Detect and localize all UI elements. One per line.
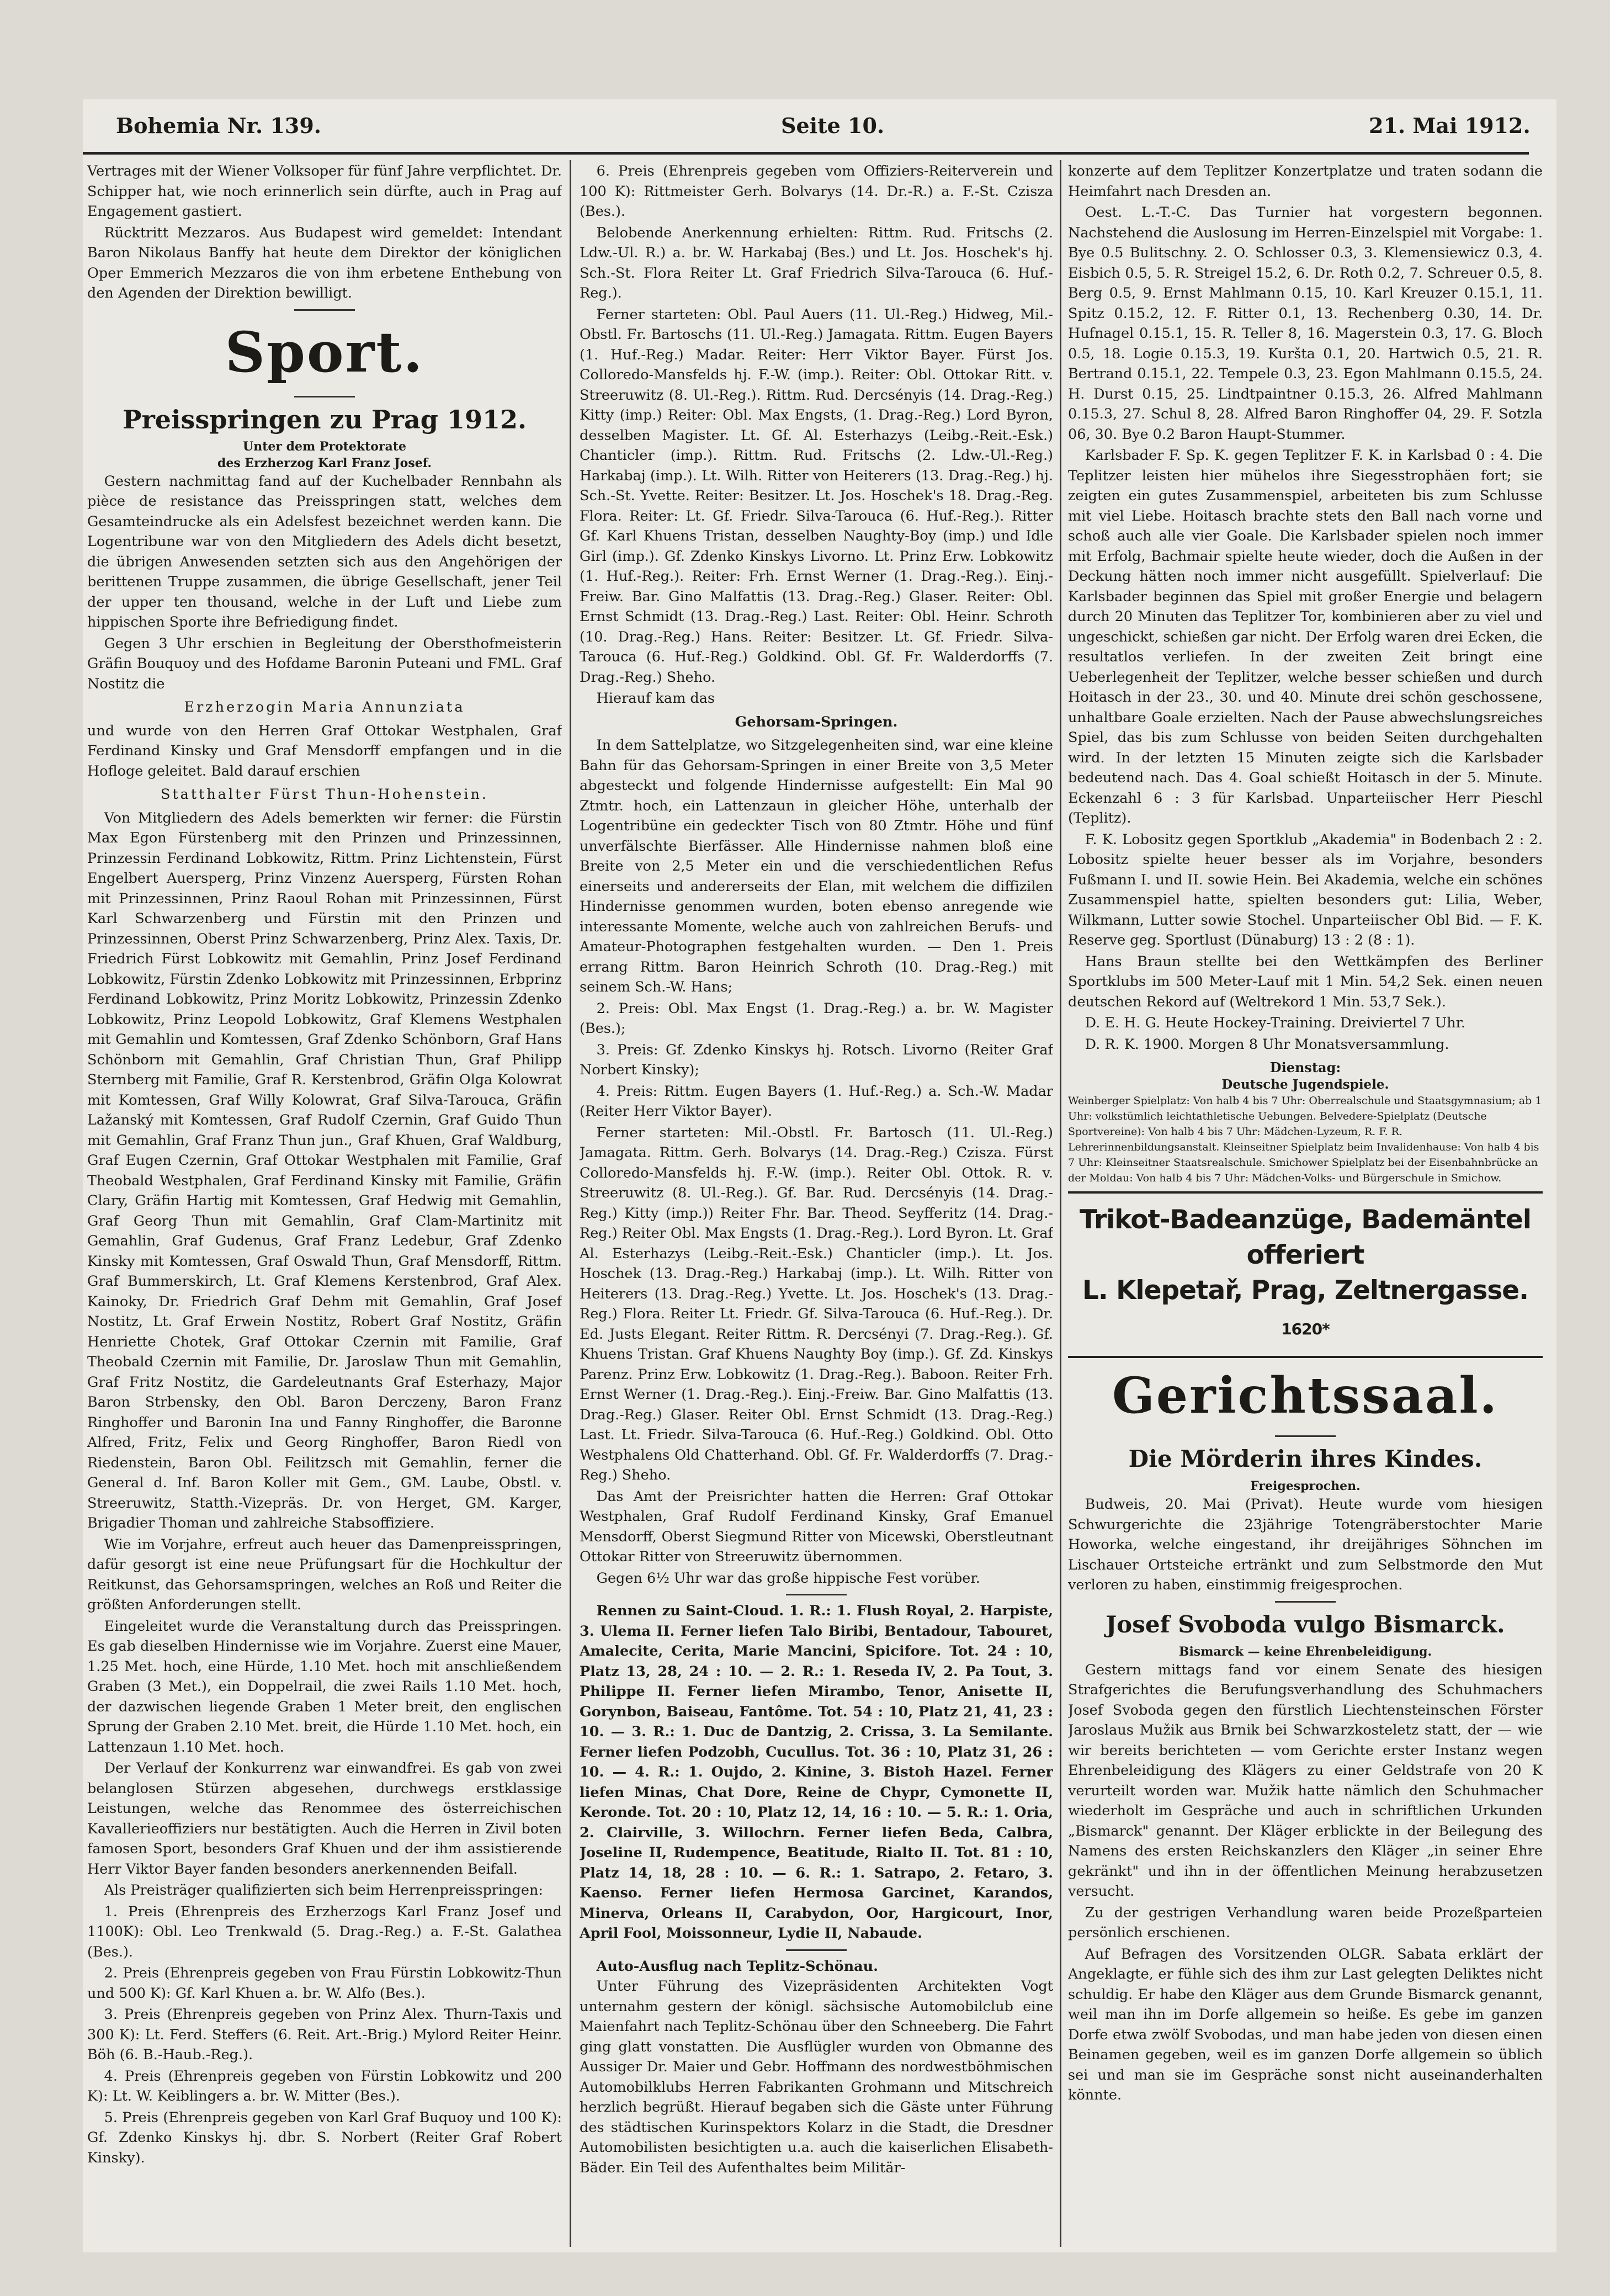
paragraph: Auf Befragen des Vorsitzenden OLGR. Sabata erklärt der Angeklagte, er fühle sich des ihm zur Last gelegten Deliktes nicht schuldig. Er habe den Kläger aus dem Grunde Bismarck genannt, weil man ihn im Dorfe allgemein so heiße. Es gebe im ganzen Dorfe etwa zwölf Svobodas, und man habe jeden von diesen einen Beinamen gegeben, weil es im ganzen Dorfe allgemein so üblich sei und man sie im Gespräche sonst nicht auseinanderhalten könnte.: [1068, 1945, 1543, 2103]
advertisement: [1068, 1191, 1543, 1358]
paragraph: Als Preisträger qualifizierten sich beim Herrenpreisspringen:: [104, 1882, 543, 1899]
paragraph: Ferner starteten: Obl. Paul Auers (11. Ul.-Reg.) Hidweg, Mil.-Obstl. Fr. Bartoschs (11. Ul.-Reg.) Jamagata. Rittm. Eugen Bayers (1. Huf.-Reg.) Madar. Reiter: Herr Viktor Bayer. Fürst Jos. Colloredo-Mansfelds hj. F.-W. (imp.). Reiter: Obl. Ottokar Ritt. v. Streeruwitz (8. Ul.-Reg.). Rittm. Rud. Dercsényis (14. Drag.-Reg.) Kitty (imp.) Reiter: Obl. Max Engsts, (1. Drag.-Reg.) Lord Byron, desselben Magister. Lt. Gf. Al. Esterhazys (Leibg.-Reit.-Esk.) Chanticler (imp.). Rittm. Rud. Fritschs (2. Ldw.-Ul.-Reg.) Harkabaj (imp.). Lt. Wilh. Ritter von Heiterers (13. Drag.-Reg.) hj. Sch.-St. Yvette. Reiter: Besitzer. Lt. Jos. Hoschek's 18. Drag.-Reg. Flora. Reiter: Lt. Gf. Friedr. Silva-Tarouca (6. Huf.-Reg.). Ritter Gf. Karl Khuens Tristan, desselben Naughty-Boy (imp.) und Idle Girl (imp.). Gf. Zdenko Kinskys Livorno. Lt. Prinz Erw. Lobkowitz (1. Huf.-Reg.). Reiter: Frh. Ernst Werner (1. Drag.-Reg.). Einj.-Freiw. Bar. Gino Malfattis (13. Drag.-Reg.) Glaser. Reiter: Obl. Ernst Schmidt (13. Drag.-Reg.) Last. Reiter: Obl. Heinr. Schroth (10. Drag.-Reg.) Hans. Reiter: Besitzer. Lt. Gf. Friedr. Silva-Tarouca (6. Huf.-Reg.) Goldkind. Obl. Gf. Fr. Walderdorffs (7. Drag.-Reg.) Sheho.: [580, 306, 1053, 686]
divider: [294, 396, 355, 397]
article-title: Die Mörderin ihres Kindes.: [1128, 1445, 1483, 1472]
paragraph: Oest. L.-T.-C. Das Turnier hat vorgestern begonnen. Nachstehend die Auslosung im Herren-Einzelspiel mit Vorgabe: 1. Bye 0.5 Bulitschny. 2. O. Schlosser 0.3, 3. Klemensiewicz 0.3, 4. Eisbich 0.5, 5. R. Streigel 15.2, 6. Dr. Roth 0.2, 7. Schreuer 0.5, 8. Berg 0.5, 9. Ernst Mahlmann 0.15, 10. Karl Kreuzer 0.15.1, 11. Spitz 0.15.2, 12. F. Ritter 0.1, 13. Rechenberg 0.30, 14. Dr. Hufnagel 0.15.1, 15. R. Teller 8, 16. Magerstein 0.3, 17. G. Bloch 0.5, 18. Logie 0.15.3, 19. Kuršta 0.1, 20. Hartwich 0.5, 21. R. Bertrand 0.15.1, 22. Tempele 0.3, 23. Egon Mahlmann 0.15.5, 24. H. Durst 0.15, 25. Lindtpaintner 0.15.3, 26. Alfred Mahlmann 0.15.3, 27. Schul 8, 28. Alfred Baron Ringhoffer 04, 29. F. Sotzla 06, 30. Bye 0.2 Baron Haupt-Stummer.: [1068, 204, 1543, 443]
paragraph: F. K. Lobositz gegen Sportklub „Akademia" in Bodenbach 2 : 2. Lobositz spielte heuer besser als im Vorjahre, besonders Fußmann I. und II. sowie Hein. Bei Akademia, welche ein schönes Zusammenspiel hatte, spielten besonders gut: Lilia, Weber, Wilkmann, Lutter sowie Stochel. Unparteiischer Obl Bid. — F. K. Reserve geg. Sportlust (Dünaburg) 13 : 2 (8 : 1).: [1068, 831, 1543, 948]
ad-line: L. Klepetař, Prag, Zeltnergasse.: [1082, 1275, 1529, 1306]
race-results: Rennen zu Saint-Cloud. 1. R.: 1. Flush Royal, 2. Harpiste, 3. Ulema II. Ferner liefen Talo Biribi, Bentadour, Tabouret, Amalecite, Cerita, Marie Mancini, Spicifore. Tot. 24 : 10, Platz 13, 28, 24 : 10. — 2. R.: 1. Reseda IV, 2. Pa Tout, 3. Philippe II. Ferner liefen Mirambo, Tenor, Anisette II, Gorynbon, Baiseau, Fantôme. Tot. 54 : 10, Platz 21, 41, 23 : 10. — 3. R.: 1. Duc de Dantzig, 2. Crissa, 3. La Semilante. Ferner liefen Podzobh, Cucullus. Tot. 36 : 10, Platz 31, 26 : 10. — 4. R.: 1. Oujdo, 2. Kinine, 3. Bistoh Hazel. Ferner liefen Minas, Chat Dore, Reine de Chypr, Cymonette II, Keronde. Tot. 20 : 10, Platz 12, 14, 16 : 10. — 5. R.: 1. Oria, 2. Clairville, 3. Willochrn. Ferner liefen Beda, Calbra, Joseline II, Rudempence, Beatitude, Rialto II. Tot. 81 : 10, Platz 14, 18, 28 : 10. — 6. R.: 1. Satrapo, 2. Fetaro, 3. Kaenso. Ferner liefen Hermosa Garcinet, Karandos, Minerva, Orleans II, Carabydon, Oor, Hargicourt, Inor, April Fool, Moissonneur, Lydie II, Nabaude.: [580, 1603, 1053, 1942]
paragraph: Eingeleitet wurde die Veranstaltung durch das Preisspringen. Es gab dieselben Hindernisse wie im Vorjahre. Zuerst eine Mauer, 1.25 Met. hoch, eine Hürde, 1.10 Met. hoch mit anschließendem Graben (3 Met.), ein Doppelrail, die zwei Rails 1.10 Met. hoch, der dazwischen liegende Graben 1 Meter breit, den englischen Sprung der Graben 2.10 Met. breit, die Hürde 1.10 Met. hoch, ein Lattenzaun 1.10 Met. hoch.: [87, 1618, 562, 1756]
column-divider-2: [1060, 160, 1061, 2247]
paragraph: Karlsbader F. Sp. K. gegen Teplitzer F. K. in Karlsbad 0 : 4. Die Teplitzer leisten hier mühelos ihre Siegesstrophäen fort; sie zeigten ein gutes Zusammenspiel, arbeiteten bis zum Schlusse mit viel Liebe. Hoitasch brachte stets den Ball nach vorne und schoß auch alle vier Goale. Die Karlsbader spielen noch immer mit Erfolg, Bachmair spielte heute wieder, doch die Außen in der Deckung hätten noch immer nicht ausgefüllt. Spielverlauf: Die Karlsbader beginnen das Spiel mit großer Energie und belagern durch 20 Minuten das Teplitzer Tor, kombinieren aber zu viel und ungeschickt, schießen gar nicht. Der Erfolg waren drei Ecken, die resultatlos verliefen. In der zweiten Zeit bringt eine Ueberlegenheit der Teplitzer, welche besser schießen und durch Hoitasch in der 23., 30. und 40. Minute drei schön geschossene, unhaltbare Goale erzielten. Nach der Pause abwechslungsreiches Spiel, das bis zum Schlusse von beiden Seiten durchgehalten wird. In der letzten 15 Minuten zeigte sich die Karlsbader bedeutend nach. Das 4. Goal schießt Hoitasch in der 5. Minute. Eckenzahl 6 : 3 für Karlsbad. Unparteiischer Herr Pieschl (Teplitz).: [1068, 447, 1543, 826]
page-number: Seite 10.: [781, 113, 885, 138]
paragraph: konzerte auf dem Teplitzer Konzertplatze und traten sodann die Heimfahrt nach Dresden an.: [1068, 163, 1543, 200]
prize-entry: 1. Preis (Ehrenpreis des Erzherzogs Karl Franz Josef und 1100K): Obl. Leo Trenkwald (5. Drag.-Reg.) a. F.-St. Galathea (Bes.).: [87, 1903, 562, 1960]
article-subtitle: Freigesprochen.: [1250, 1479, 1361, 1493]
paragraph: In dem Sattelplatze, wo Sitzgelegenheiten sind, war eine kleine Bahn für das Gehorsam-Springen in einer Breite von 3,5 Meter abgesteckt und folgende Hindernisse aufgestellt: Ein Mal 90 Ztmtr. hoch, ein Lattenzaun in gleicher Höhe, unterhalb der Logentribüne ein gedeckter Tisch von 80 Ztmtr. Höhe und fünf unverfälschte Bierfässer. Alle Hindernisse nahmen bloß eine Breite von 2,5 Meter ein und die verschiedentlichen Refus einerseits und andererseits der Elan, mit welchem die diffizilen Hindernisse genommen wurden, boten ebenso anregende wie interessante Momente, welche auch von zahlreichen Berufs- und Amateur-Photographen festgehalten wurden. — Den 1. Preis errang Rittm. Baron Heinrich Schroth (10. Drag.-Reg.) mit seinem Sch.-W. Hans;: [580, 737, 1053, 995]
prize-entry: 5. Preis (Ehrenpreis gegeben von Karl Graf Buquoy und 100 K): Gf. Zdenko Kinskys hj. dbr. S. Norbert (Reiter Graf Robert Kinsky).: [87, 2109, 562, 2166]
centered-line: Statthalter Fürst Thun-Hohenstein.: [160, 786, 489, 803]
subheading-inline: Auto-Ausflug nach Teplitz-Schönau.: [596, 1958, 879, 1975]
column-divider-1: [570, 160, 571, 2247]
paragraph: Vertrages mit der Wiener Volksoper für fünf Jahre verpflichtet. Dr. Schipper hat, wie noch erinnerlich sein dürfte, auch in Prag auf Engagement gastiert.: [87, 163, 562, 220]
divider: [1275, 1435, 1336, 1437]
notice-day: Dienstag:: [1269, 1059, 1341, 1075]
paragraph: Rücktritt Mezzaros. Aus Budapest wird gemeldet: Intendant Baron Nikolaus Banffy hat heute dem Direktor der königlichen Oper Emmerich Mezzaros die von ihm erbetene Enthebung von den Agenden der Direktion bewilligt.: [87, 224, 562, 301]
divider: [294, 309, 355, 311]
section-title-gerichtssaal: Gerichtssaal.: [1112, 1366, 1499, 1425]
paragraph: Hans Braun stellte bei den Wettkämpfen des Berliner Sportklubs im 500 Meter-Lauf mit 1 Min. 54,2 Sek. einen neuen deutschen Rekord auf (Weltrekord 1 Min. 53,7 Sek.).: [1068, 953, 1543, 1010]
centered-line: Erzherzogin Maria Annunziata: [184, 699, 465, 715]
column-3: [1068, 161, 1543, 2237]
article-subtitle: des Erzherzog Karl Franz Josef.: [217, 455, 432, 470]
paragraph: und wurde von den Herren Graf Ottokar Westphalen, Graf Ferdinand Kinsky und Graf Mensdorff empfangen und in die Hofloge geleitet. Bald darauf erschien: [87, 722, 562, 780]
paragraph: Das Amt der Preisrichter hatten die Herren: Graf Ottokar Westphalen, Graf Rudolf Ferdinand Kinsky, Graf Emanuel Mensdorff, Oberst Siegmund Ritter von Micewski, Oberstleutnant Ottokar Ritter von Streeruwitz übernommen.: [580, 1488, 1053, 1565]
header-rule: [83, 152, 1529, 155]
youth-games-notice: [1068, 1059, 1543, 1186]
divider: [786, 1949, 847, 1951]
divider: [786, 1594, 847, 1595]
paragraph: D. E. H. G. Heute Hockey-Training. Dreiviertel 7 Uhr.: [1085, 1015, 1466, 1031]
notice-heading: Deutsche Jugendspiele.: [1221, 1077, 1389, 1092]
prize-entry: 3. Preis (Ehrenpreis gegeben von Prinz Alex. Thurn-Taxis und 300 K): Lt. Ferd. Steffers (6. Reit. Art.-Brig.) Mylord Reiter Heinr. Böh (6. B.-Haub.-Reg.).: [87, 2006, 562, 2063]
paragraph: Der Verlauf der Konkurrenz war einwandfrei. Es gab von zwei belanglosen Stürzen abgesehen, durchwegs erstklassige Leistungen, welche das Renommee des österreichischen Kavallerieoffiziers nur bestätigten. Auch die Herren in Zivil boten famosen Sport, besonders Graf Khuen und der ihm assistierende Herr Viktor Bayer fanden besonders anerkennenden Beifall.: [87, 1760, 562, 1878]
paragraph: Gestern nachmittag fand auf der Kuchelbader Rennbahn als pièce de resistance das Preisspringen statt, welches dem Gesamteindrucke als ein Adelsfest bezeichnet werden kann. Die Logentribune war von den Mitgliedern des Adels dicht besetzt, die übrigen Anwesenden setzten sich aus den Angehörigen der berittenen Truppe zusammen, die übrige Gesellschaft, jener Teil der upper ten thousand, welche in der Luft und Liebe zum hippischen Sporte ihre Befriedigung findet.: [87, 473, 562, 630]
article-title: Preisspringen zu Prag 1912.: [122, 404, 527, 434]
prize-entry: 4. Preis (Ehrenpreis gegeben von Fürstin Lobkowitz und 200 K): Lt. W. Keiblingers a. br. W. Mitter (Bes.).: [87, 2067, 562, 2104]
column-2: [580, 161, 1053, 2237]
prize-entry: 3. Preis: Gf. Zdenko Kinskys hj. Rotsch. Livorno (Reiter Graf Norbert Kinsky);: [580, 1041, 1053, 1078]
ad-code: 1620*: [1281, 1320, 1330, 1338]
divider: [1275, 1601, 1336, 1603]
paragraph: Hierauf kam das: [596, 690, 715, 707]
article-subtitle: Unter dem Protektorate: [243, 439, 406, 454]
paragraph: Gegen 3 Uhr erschien in Begleitung der Obersthofmeisterin Gräfin Bouquoy und des Hofdame Baronin Puteani und FML. Graf Nostitz die: [87, 635, 562, 692]
subheading: Gehorsam-Springen.: [735, 713, 898, 730]
running-head: [83, 113, 1529, 152]
article-subtitle: Bismarck — keine Ehrenbeleidigung.: [1178, 1644, 1432, 1659]
issue-date: 21. Mai 1912.: [1369, 113, 1531, 138]
paragraph: Budweis, 20. Mai (Privat). Heute wurde vom hiesigen Schwurgerichte die 23jährige Totengräberstochter Marie Howorka, welche eingestand, ihr dreijähriges Söhnchen im Lischauer Ortsteiche ertränkt und zum Selbstmorde den Mut verloren zu haben, einstimmig freigesprochen.: [1068, 1496, 1543, 1593]
paragraph: Unter Führung des Vizepräsidenten Architekten Vogt unternahm gestern der königl. sächsische Automobilclub eine Maienfahrt nach Teplitz-Schönau über den Schneeberg. Die Fahrt ging glatt vonstatten. Die Ausflügler wurden von Obmanne des Aussiger Dr. Maier und Gebr. Hoffmann des nordwestböhmischen Automobilklubs Herren Fabrikanten Grohmann und Mitschreich herzlich begrüßt. Hierauf begaben sich die Gäste unter Führung des städtischen Kurinspektors Kolarz in die Stadt, die Dresdner Automobilisten besichtigten u.a. auch die kaiserlichen Elisabeth-Bäder. Ein Teil des Aufenthaltes beim Militär-: [580, 1978, 1053, 2176]
article-title: Josef Svoboda vulgo Bismarck.: [1106, 1610, 1505, 1638]
section-title-sport: Sport.: [225, 319, 424, 385]
paragraph: Gegen 6½ Uhr war das große hippische Fest vorüber.: [596, 1569, 980, 1587]
issue-label: Bohemia Nr. 139.: [116, 113, 322, 138]
column-1: [87, 161, 562, 2237]
prize-entry: 2. Preis: Obl. Max Engst (1. Drag.-Reg.) a. br. W. Magister (Bes.);: [580, 1000, 1053, 1037]
paragraph: Ferner starteten: Mil.-Obstl. Fr. Bartosch (11. Ul.-Reg.) Jamagata. Rittm. Gerh. Bolvarys (14. Drag.-Reg.) Czisza. Fürst Colloredo-Mansfelds hj. F.-W. (imp.). Reiter Obl. Ottok. R. v. Streeruwitz (8. Ul.-Reg.). Gf. Bar. Rud. Dercsényis (14. Drag.-Reg.) Kitty (imp.)) Reiter Fhr. Bar. Theod. Seyfferitz (14. Drag.-Reg.) Reiter Obl. Max Engsts (1. Drag.-Reg.). Lord Byron. Lt. Graf Al. Esterhazys (Leibg.-Reit.-Esk.) Chanticler (imp.). Lt. Jos. Hoschek (13. Drag.-Reg.) Harkabaj (imp.). Lt. Wilh. Ritter von Heiterers (13. Drag.-Reg.) Yvette. Lt. Jos. Hoschek's (13. Drag.-Reg.) Flora. Reiter Lt. Friedr. Gf. Silva-Tarouca (6. Huf.-Reg.). Dr. Ed. Justs Elegant. Reiter Rittm. R. Dercsényi (7. Drag.-Reg.). Gf. Khuens Tristan. Graf Khuens Naughty Boy (imp.). Gf. Zd. Kinskys Parenz. Prinz Erw. Lobkowitz (1. Drag.-Reg.). Baboon. Reiter Frh. Ernst Werner (1. Drag.-Reg.). Einj.-Freiw. Bar. Gino Malfattis (13. Drag.-Reg.) Glaser. Reiter Obl. Ernst Schmidt (13. Drag.-Reg.) Last. Lt. Friedr. Silva-Tarouca (6. Huf.-Reg.) Goldkind. Obl. Otto Westphalens Old Chatterhand. Obl. Gf. Fr. Walderdorffs (7. Drag.-Reg.) Sheho.: [580, 1124, 1053, 1483]
notice-body: Weinberger Spielplatz: Von halb 4 bis 7 Uhr: Oberrealschule und Staatsgymnasium; ab 1 Uhr: volkstümlich leichtathletische Uebungen. Belvedere-Spielplatz (Deutsche Sportvereine): Von halb 4 bis 7 Uhr: Mädchen-Lyzeum, R. F. R. Lehrerinnenbildungsanstalt. Kleinseitner Spielplatz beim Invalidenhause: Von halb 4 bis 7 Uhr: Kleinseitner Staatsrealschule. Smichower Spielplatz bei der Eisenbahnbrücke an der Moldau: Von halb 4 bis 7 Uhr: Mädchen-Volks- und Bürgerschule in Smichow.: [1068, 1095, 1542, 1184]
prize-entry: 6. Preis (Ehrenpreis gegeben vom Offiziers-Reiterverein und 100 K): Rittmeister Gerh. Bolvarys (14. Dr.-R.) a. F.-St. Czisza (Bes.).: [580, 163, 1053, 220]
paragraph: Belobende Anerkennung erhielten: Rittm. Rud. Fritschs (2. Ldw.-Ul. R.) a. br. W. Harkabaj (Bes.) und Lt. Jos. Hoschek's hj. Sch.-St. Flora Reiter Lt. Graf Friedrich Silva-Tarouca (6. Huf.-Reg.).: [580, 224, 1053, 301]
paragraph: D. R. K. 1900. Morgen 8 Uhr Monatsversammlung.: [1085, 1036, 1449, 1053]
prize-entry: 2. Preis (Ehrenpreis gegeben von Frau Fürstin Lobkowitz-Thun und 500 K): Gf. Karl Khuen a. br. W. Alfo (Bes.).: [87, 1965, 562, 2002]
paragraph: Von Mitgliedern des Adels bemerkten wir ferner: die Fürstin Max Egon Fürstenberg mit den Prinzen und Prinzessinnen, Prinzessin Ferdinand Lobkowitz, Rittm. Prinz Lichtenstein, Fürst Engelbert Auersperg, Prinz Vinzenz Auersperg, Fürsten Rohan mit Prinzessinnen, Prinz Raoul Rohan mit Prinzessinnen, Fürst Karl Schwarzenberg und Fürstin mit den Prinzen und Prinzessinnen, Oberst Prinz Schwarzenberg, Prinz Alex. Taxis, Dr. Friedrich Fürst Lobkowitz mit Gemahlin, Prinz Josef Ferdinand Lobkowitz, Fürstin Zdenko Lobkowitz mit Prinzessinnen, Erbprinz Ferdinand Lobkowitz, Prinz Moritz Lobkowitz, Prinzessin Zdenko Lobkowitz, Prinz Leopold Lobkowitz, Graf Klemens Westphalen mit Gemahlin und Komtessen, Graf Zdenko Schönborn, Graf Hans Schönborn mit Gemahlin, Graf Christian Thun, Graf Philipp Sternberg mit Familie, Graf R. Kerstenbrod, Gräfin Olga Kolowrat mit Komtessen, Graf Willy Kolowrat, Graf Silva-Tarouca, Gräfin Lažanský mit Komtessen, Graf Rudolf Czernin, Graf Guido Thun mit Gemahlin, Graf Franz Thun jun., Graf Khuen, Graf Waldburg, Graf Eugen Czernin, Graf Ottokar Westphalen mit Familie, Graf Theobald Westphalen, Graf Ferdinand Kinsky mit Familie, Gräfin Clary, Gräfin Hartig mit Komtessen, Graf Hedwig mit Gemahlin, Graf Georg Thun mit Gemahlin, Graf Clam-Martinitz mit Gemahlin, Graf Gudenus, Graf Franz Ledebur, Graf Zdenko Kinsky mit Komtessen, Graf Oswald Thun, Graf Mensdorff, Rittm. Graf Bummerskirch, Lt. Graf Klemens Kerstenbrod, Graf Alex. Kainoky, Dr. Friedrich Graf Dehm mit Gemahlin, Graf Josef Nostitz, Lt. Graf Erwein Nostitz, Robert Graf Nostitz, Gräfin Henriette Chotek, Graf Ottokar Czernin mit Familie, Graf Theobald Czernin mit Familie, Dr. Jaroslaw Thun mit Gemahlin, Graf Fritz Nostitz, die Gardeleutnants Graf Esterhazy, Major Baron Strbensky, den Obl. Baron Derczeny, Baron Franz Ringhoffer und Baronin Ina und Fanny Ringhoffer, die Baronne Alfred, Fritz, Felix und Georg Ringhoffer, Baron Riedl von Riedenstein, Baron Obl. Feilitzsch mit Gemahlin, ferner die General d. Inf. Baron Koller mit Gem., GM. Laube, Obstl. v. Streeruwitz, Statth.-Vizepräs. Dr. von Herget, GM. Karger, Brigadier Thoman und zahlreiche Stabsoffiziere.: [87, 809, 562, 1531]
paragraph: Gestern mittags fand vor einem Senate des hiesigen Strafgerichtes die Berufungsverhandlung des Schuhmachers Josef Svoboda gegen den fürstlich Liechtensteinschen Förster Jaroslaus Mužik aus Brnik bei Schwarzkosteletz statt, der — wie wir bereits berichteten — vom Gerichte erster Instanz wegen Ehrenbeleidigung des Klägers zu einer Geldstrafe von 20 K verurteilt worden war. Mužik hatte nämlich den Schuhmacher wiederholt im Gespräche und auch in schriftlichen Urkunden „Bismarck" genannt. Der Kläger erblickte in der Beilegung des Namens des ersten Reichskanzlers den Kläger „in seiner Ehre gekränkt" und ihn in der öffentlichen Meinung herabzusetzen versucht.: [1068, 1661, 1543, 1900]
prize-entry: 4. Preis: Rittm. Eugen Bayers (1. Huf.-Reg.) a. Sch.-W. Madar (Reiter Herr Viktor Bayer).: [580, 1083, 1053, 1120]
ad-line: Trikot-Badeanzüge, Bademäntel offeriert: [1080, 1205, 1531, 1270]
paragraph: Wie im Vorjahre, erfreut auch heuer das Damenpreisspringen, dafür gesorgt ist eine neue Prüfungsart für die Hochkultur der Reitkunst, das Gehorsamspringen, welches an Roß und Reiter die größten Anforderungen stellt.: [87, 1536, 562, 1613]
paragraph: Zu der gestrigen Verhandlung waren beide Prozeßparteien persönlich erschienen.: [1068, 1904, 1543, 1941]
